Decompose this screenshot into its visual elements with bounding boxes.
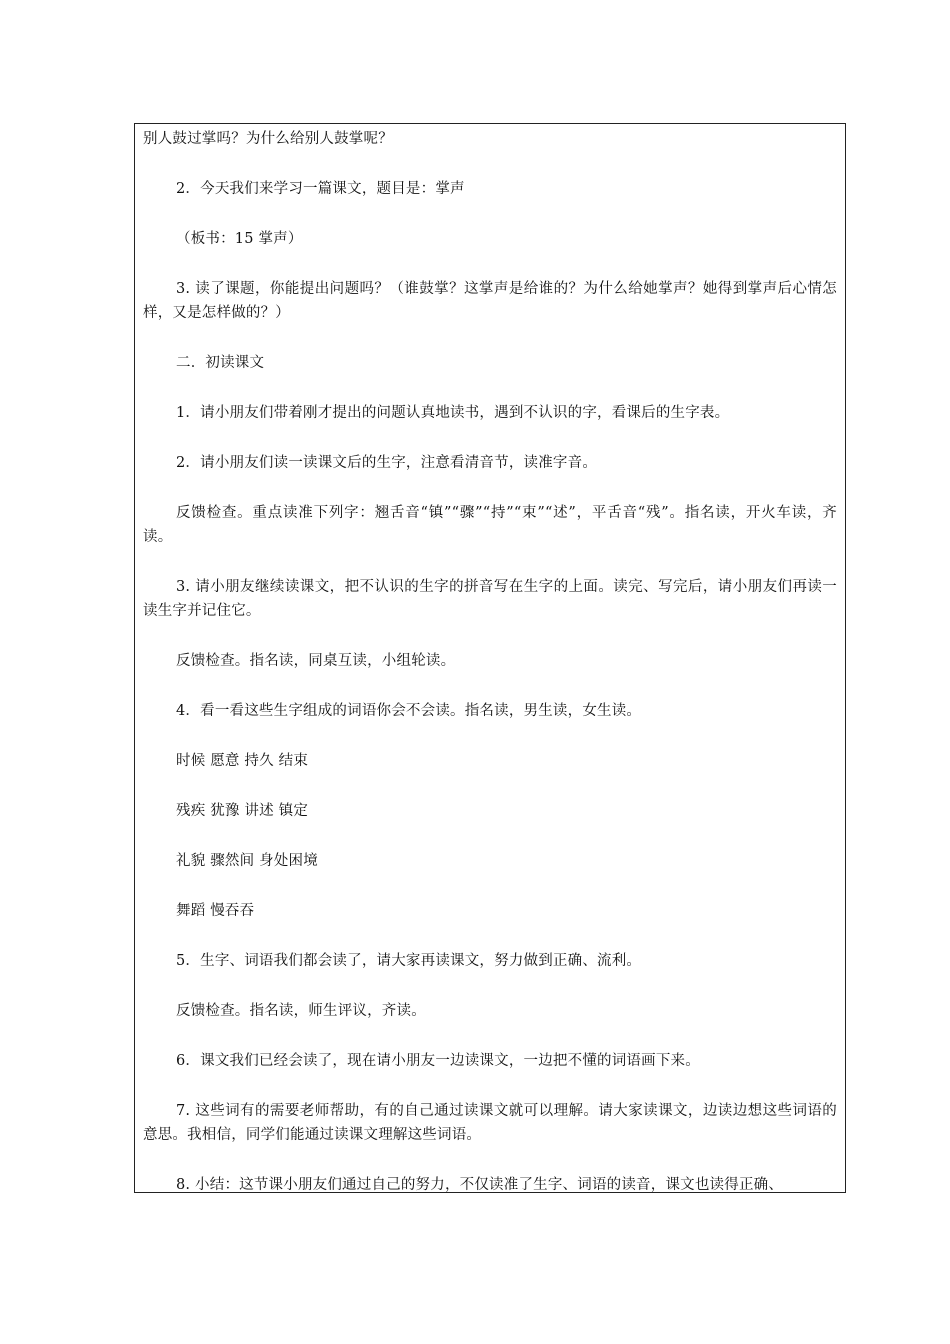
paragraph-spacer [135, 723, 845, 749]
paragraph-spacer [135, 425, 845, 451]
paragraph-spacer [135, 923, 845, 949]
paragraph: 舞蹈 慢吞吞 [176, 903, 255, 919]
paragraph-spacer [135, 673, 845, 699]
paragraph-spacer [135, 475, 845, 501]
paragraph: 4．看一看这些生字组成的词语你会不会读。指名读，男生读，女生读。 [176, 703, 642, 719]
paragraph: 礼貌 骤然间 身处困境 [176, 853, 318, 869]
paragraph: 残疾 犹豫 讲述 镇定 [176, 803, 309, 819]
paragraph: 2．今天我们来学习一篇课文，题目是：掌声 [176, 181, 465, 197]
paragraph-spacer [135, 1023, 845, 1049]
paragraph: 时候 愿意 持久 结束 [176, 753, 309, 769]
paragraph-spacer [135, 549, 845, 575]
paragraph-spacer [135, 1147, 845, 1173]
paragraph: 反馈检查。指名读，师生评议，齐读。 [176, 1003, 426, 1019]
paragraph: 3. 请小朋友继续读课文，把不认识的生字的拼音写在生字的上面。读完、写完后，请小朋友们再读一读生字并记住它。 [143, 579, 837, 619]
paragraph-spacer [135, 201, 845, 227]
paragraph: 别人鼓过掌吗？为什么给别人鼓掌呢？ [143, 131, 393, 147]
paragraph-spacer [135, 823, 845, 849]
lesson-text-body [135, 127, 845, 1193]
paragraph: 7. 这些词有的需要老师帮助，有的自己通过读课文就可以理解。请大家读课文，边读边想这些词语的意思。我相信，同学们能通过读课文理解这些词语。 [143, 1103, 837, 1143]
paragraph-spacer [135, 873, 845, 899]
paragraph: 6．课文我们已经会读了，现在请小朋友一边读课文，一边把不懂的词语画下来。 [176, 1053, 700, 1069]
paragraph-spacer [135, 251, 845, 277]
paragraph: 反馈检查。重点读准下列字：翘舌音“镇”“骤”“持”“束”“述”，平舌音“残”。指名读，开火车读，齐读。 [143, 505, 837, 545]
paragraph-spacer [135, 325, 845, 351]
paragraph-spacer [135, 773, 845, 799]
paragraph-spacer [135, 151, 845, 177]
paragraph-spacer [135, 375, 845, 401]
paragraph: 3. 读了课题，你能提出问题吗？（谁鼓掌？这掌声是给谁的？为什么给她掌声？她得到掌声后心情怎样，又是怎样做的？） [143, 281, 837, 321]
paragraph: 反馈检查。指名读，同桌互读，小组轮读。 [176, 653, 456, 669]
paragraph-spacer [135, 1073, 845, 1099]
paragraph: （板书：15 掌声） [176, 231, 303, 247]
paragraph: 1．请小朋友们带着刚才提出的问题认真地读书，遇到不认识的字，看课后的生字表。 [176, 405, 730, 421]
paragraph: 8. 小结：这节课小朋友们通过自己的努力，不仅读准了生字、词语的读音，课文也读得正确、 [176, 1177, 784, 1193]
paragraph-spacer [135, 623, 845, 649]
paragraph: 5．生字、词语我们都会读了，请大家再读课文，努力做到正确、流利。 [176, 953, 642, 969]
paragraph: 2．请小朋友们读一读课文后的生字，注意看清音节，读准字音。 [176, 455, 598, 471]
lesson-plan-table-cell [134, 123, 846, 1193]
paragraph-spacer [135, 973, 845, 999]
paragraph: 二．初读课文 [176, 355, 265, 371]
